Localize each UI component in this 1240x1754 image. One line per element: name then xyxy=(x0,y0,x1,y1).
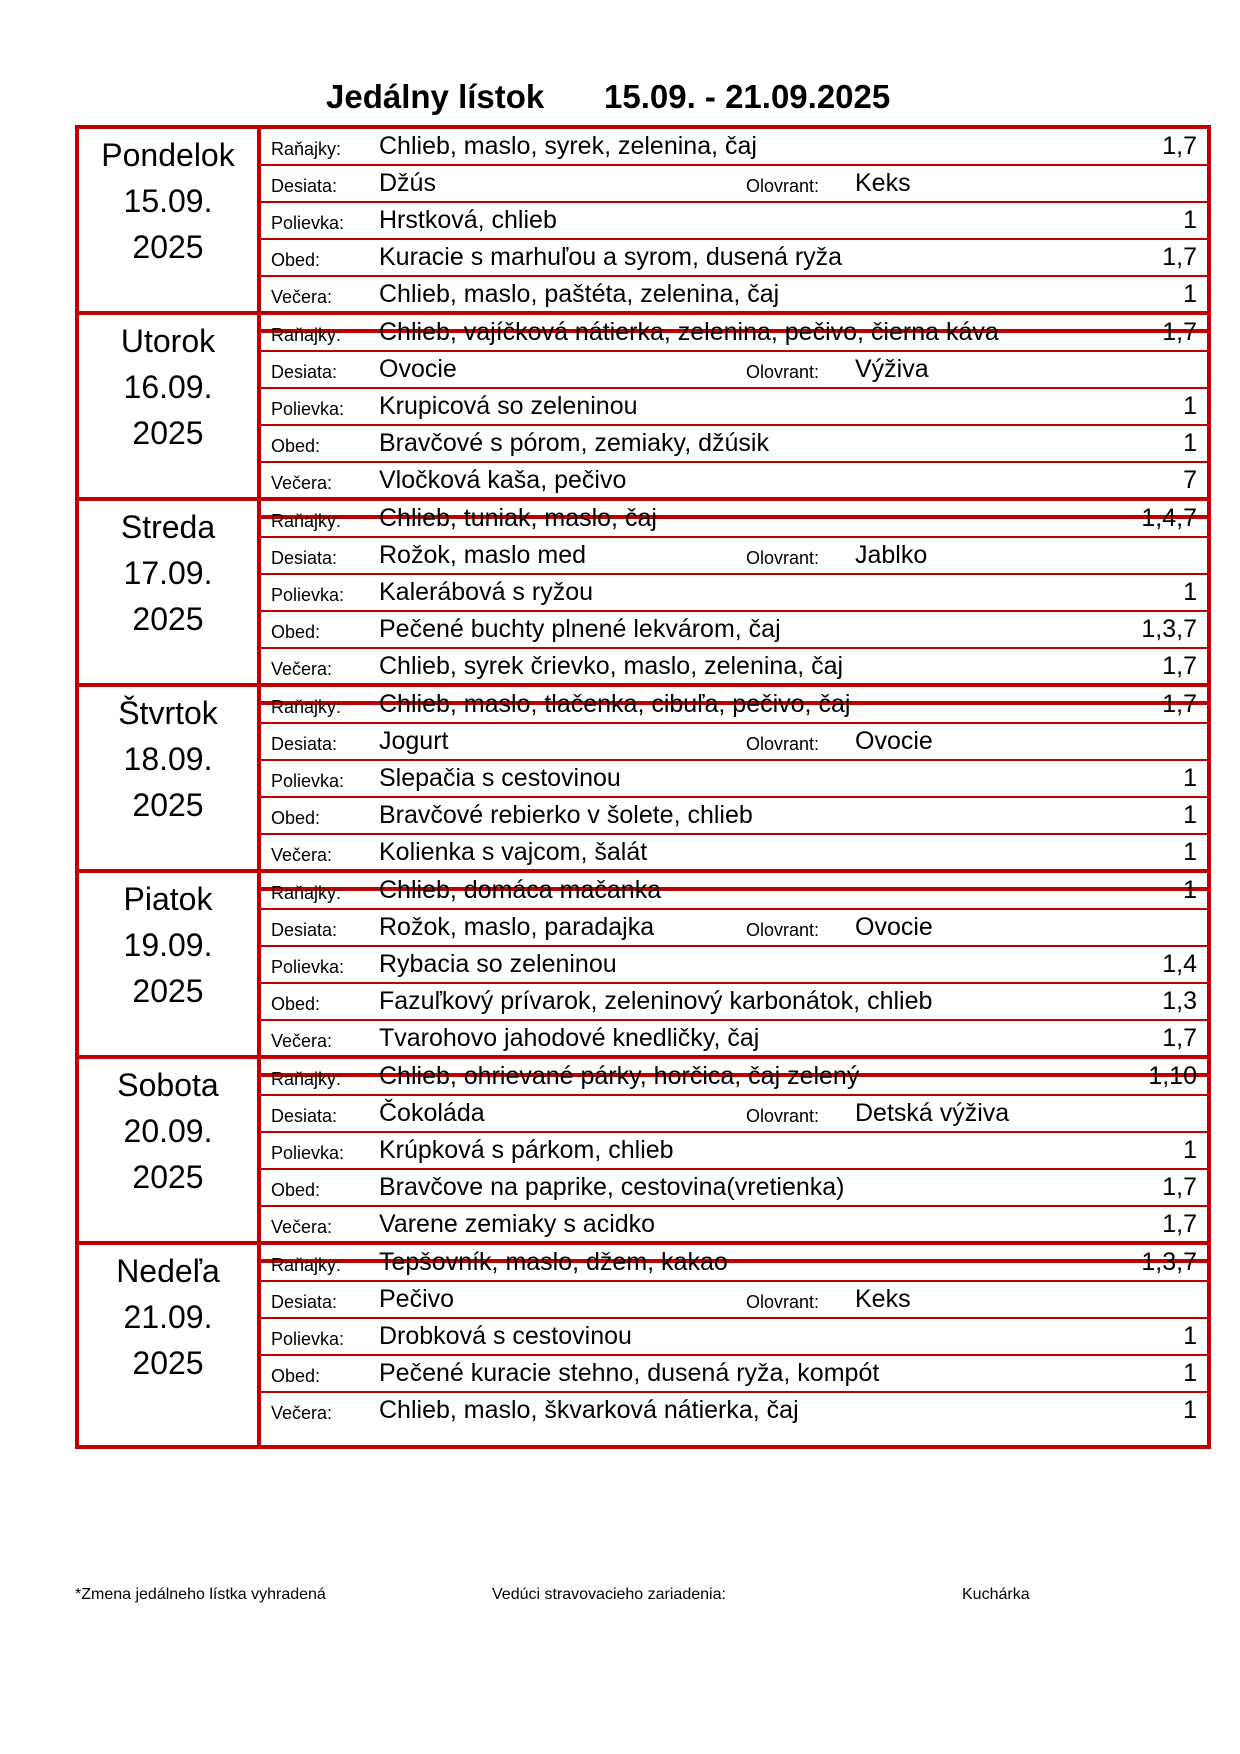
meal-row-snack xyxy=(261,1280,1207,1322)
allergen-codes: 1,3 xyxy=(1162,987,1197,1015)
day-date: 15.09. xyxy=(123,183,213,219)
soup-dish: Krupicová so zeleninou xyxy=(379,392,638,420)
meal-rows xyxy=(261,497,1211,705)
day-cell xyxy=(75,1241,261,1449)
allergen-codes: 1 xyxy=(1183,838,1197,866)
day-name: Piatok xyxy=(123,881,213,917)
day-date: 16.09. xyxy=(123,369,213,405)
meal-row-lunch xyxy=(261,1168,1207,1210)
allergen-codes: 1,7 xyxy=(1162,318,1197,346)
day-name: Pondelok xyxy=(101,137,235,173)
allergen-codes: 1 xyxy=(1183,280,1197,308)
day-year: 2025 xyxy=(132,601,204,637)
day-year: 2025 xyxy=(132,787,204,823)
allergen-codes: 7 xyxy=(1183,466,1197,494)
meal-row-soup xyxy=(261,1131,1207,1173)
allergen-codes: 1 xyxy=(1183,206,1197,234)
afternoon-snack-dish: Jablko xyxy=(855,541,928,569)
allergen-codes: 1 xyxy=(1183,429,1197,457)
meal-rows xyxy=(261,1055,1211,1263)
soup-dish: Kalerábová s ryžou xyxy=(379,578,594,606)
meal-label: Olovrant: xyxy=(746,362,820,382)
allergen-codes: 1,4 xyxy=(1162,950,1197,978)
menu-title: Jedálny lístok xyxy=(326,78,545,115)
meal-row-snack xyxy=(261,536,1207,578)
afternoon-snack-dish: Keks xyxy=(855,1285,911,1313)
day-cell xyxy=(75,1055,261,1263)
meal-label: Obed: xyxy=(271,1180,321,1200)
dinner-dish: Tvarohovo jahodové knedličky, čaj xyxy=(379,1024,760,1052)
day-date: 19.09. xyxy=(123,927,213,963)
meal-row-lunch xyxy=(261,424,1207,466)
snack-dish: Džús xyxy=(379,169,436,197)
snack-dish: Čokoláda xyxy=(379,1099,485,1127)
meal-label: Olovrant: xyxy=(746,548,820,568)
allergen-codes: 1,7 xyxy=(1162,243,1197,271)
allergen-codes: 1 xyxy=(1183,1359,1197,1387)
allergen-codes: 1 xyxy=(1183,1136,1197,1164)
meal-label: Raňajky: xyxy=(271,325,342,345)
meal-rows xyxy=(261,125,1211,333)
meal-label: Desiata: xyxy=(271,548,338,568)
snack-dish: Rožok, maslo, paradajka xyxy=(379,913,655,941)
soup-dish: Rybacia so zeleninou xyxy=(379,950,617,978)
meal-label: Raňajky: xyxy=(271,697,342,717)
meal-label: Raňajky: xyxy=(271,1069,342,1089)
dinner-dish: Chlieb, maslo, paštéta, zelenina, čaj xyxy=(379,280,780,308)
allergen-codes: 1,7 xyxy=(1162,652,1197,680)
meal-label: Večera: xyxy=(271,473,333,493)
page-title xyxy=(0,78,1240,122)
allergen-codes: 1,3,7 xyxy=(1141,615,1197,643)
day-block xyxy=(75,125,1211,333)
allergen-codes: 1,7 xyxy=(1162,132,1197,160)
meal-row-lunch xyxy=(261,1354,1207,1396)
snack-dish: Rožok, maslo med xyxy=(379,541,587,569)
day-year: 2025 xyxy=(132,973,204,1009)
meal-rows xyxy=(261,869,1211,1077)
footer-head-signature: Vedúci stravovacieho zariadenia: xyxy=(492,1586,726,1603)
meal-label: Polievka: xyxy=(271,1329,345,1349)
soup-dish: Hrstková, chlieb xyxy=(379,206,557,234)
meal-row-breakfast xyxy=(261,1245,1207,1285)
allergen-codes: 1,7 xyxy=(1162,1210,1197,1238)
meal-label: Raňajky: xyxy=(271,511,342,531)
meal-row-snack xyxy=(261,722,1207,764)
lunch-dish: Bravčove na paprike, cestovina(vretienka) xyxy=(379,1173,845,1201)
afternoon-snack-dish: Ovocie xyxy=(855,913,933,941)
dinner-dish: Kolienka s vajcom, šalát xyxy=(379,838,648,866)
dinner-dish: Vločková kaša, pečivo xyxy=(379,466,627,494)
snack-dish: Ovocie xyxy=(379,355,457,383)
day-date: 21.09. xyxy=(123,1299,213,1335)
meal-row-soup xyxy=(261,387,1207,429)
day-cell xyxy=(75,497,261,705)
day-block xyxy=(75,869,1211,1077)
allergen-codes: 1 xyxy=(1183,578,1197,606)
afternoon-snack-dish: Výživa xyxy=(855,355,929,383)
allergen-codes: 1,7 xyxy=(1162,690,1197,718)
allergen-codes: 1 xyxy=(1183,876,1197,904)
meal-label: Raňajky: xyxy=(271,139,342,159)
breakfast-dish: Chlieb, maslo, syrek, zelenina, čaj xyxy=(379,132,757,160)
day-cell xyxy=(75,683,261,891)
meal-label: Obed: xyxy=(271,436,321,456)
footer-cook-signature: Kuchárka xyxy=(962,1586,1030,1603)
meal-row-lunch xyxy=(261,238,1207,280)
meal-row-breakfast xyxy=(261,687,1207,727)
lunch-dish: Fazuľkový prívarok, zeleninový karbonátok, chlieb xyxy=(379,987,933,1015)
day-year: 2025 xyxy=(132,415,204,451)
lunch-dish: Bravčové s pórom, zemiaky, džúsik xyxy=(379,429,769,457)
meal-label: Desiata: xyxy=(271,920,338,940)
meal-row-soup xyxy=(261,759,1207,801)
meal-row-soup xyxy=(261,945,1207,987)
meal-label: Obed: xyxy=(271,250,321,270)
soup-dish: Drobková s cestovinou xyxy=(379,1322,632,1350)
dinner-dish: Chlieb, maslo, škvarková nátierka, čaj xyxy=(379,1396,799,1424)
meal-label: Raňajky: xyxy=(271,1255,342,1275)
allergen-codes: 1,10 xyxy=(1148,1062,1197,1090)
breakfast-dish: Chlieb, maslo, tlačenka, cibuľa, pečivo, čaj xyxy=(379,690,851,718)
breakfast-dish: Chlieb, tuniak, maslo, čaj xyxy=(379,504,657,532)
allergen-codes: 1 xyxy=(1183,1396,1197,1424)
snack-dish: Pečivo xyxy=(379,1285,455,1313)
day-name: Sobota xyxy=(117,1067,219,1103)
meal-row-dinner xyxy=(261,1391,1207,1433)
lunch-dish: Bravčové rebierko v šolete, chlieb xyxy=(379,801,753,829)
meal-row-breakfast xyxy=(261,315,1207,355)
meal-row-lunch xyxy=(261,796,1207,838)
meal-row-snack xyxy=(261,908,1207,950)
breakfast-dish: Chlieb, domáca mačanka xyxy=(379,876,662,904)
allergen-codes: 1 xyxy=(1183,764,1197,792)
afternoon-snack-dish: Ovocie xyxy=(855,727,933,755)
allergen-codes: 1 xyxy=(1183,801,1197,829)
meal-label: Desiata: xyxy=(271,362,338,382)
meal-label: Večera: xyxy=(271,845,333,865)
breakfast-dish: Chlieb, vajíčková nátierka, zelenina, pečivo, čierna káva xyxy=(379,318,999,346)
meal-label: Polievka: xyxy=(271,771,345,791)
day-block xyxy=(75,497,1211,705)
day-year: 2025 xyxy=(132,1345,204,1381)
meal-label: Olovrant: xyxy=(746,1292,820,1312)
meal-row-breakfast xyxy=(261,1059,1207,1099)
meal-label: Desiata: xyxy=(271,176,338,196)
meal-label: Obed: xyxy=(271,808,321,828)
meal-row-breakfast xyxy=(261,873,1207,913)
afternoon-snack-dish: Keks xyxy=(855,169,911,197)
meal-row-snack xyxy=(261,350,1207,392)
meal-label: Polievka: xyxy=(271,1143,345,1163)
allergen-codes: 1,7 xyxy=(1162,1173,1197,1201)
day-year: 2025 xyxy=(132,1159,204,1195)
meal-label: Olovrant: xyxy=(746,1106,820,1126)
meal-rows xyxy=(261,1241,1211,1449)
meal-rows xyxy=(261,311,1211,519)
meal-row-soup xyxy=(261,573,1207,615)
meal-label: Desiata: xyxy=(271,1106,338,1126)
meal-label: Olovrant: xyxy=(746,176,820,196)
meal-label: Večera: xyxy=(271,1031,333,1051)
footer-note: *Zmena jedálneho lístka vyhradená xyxy=(75,1586,326,1603)
day-cell xyxy=(75,869,261,1077)
meal-row-breakfast xyxy=(261,501,1207,541)
allergen-codes: 1 xyxy=(1183,392,1197,420)
meal-label: Polievka: xyxy=(271,957,345,977)
meal-label: Večera: xyxy=(271,1403,333,1423)
meal-row-soup xyxy=(261,1317,1207,1359)
meal-label: Obed: xyxy=(271,1366,321,1386)
lunch-dish: Kuracie s marhuľou a syrom, dusená ryža xyxy=(379,243,843,271)
dinner-dish: Varene zemiaky s acidko xyxy=(379,1210,656,1238)
meal-row-snack xyxy=(261,1094,1207,1136)
lunch-dish: Pečené buchty plnené lekvárom, čaj xyxy=(379,615,781,643)
day-block xyxy=(75,1055,1211,1263)
day-date: 18.09. xyxy=(123,741,213,777)
meal-row-snack xyxy=(261,164,1207,206)
breakfast-dish: Chlieb, ohrievané párky, horčica, čaj zelený xyxy=(379,1062,860,1090)
meal-label: Polievka: xyxy=(271,213,345,233)
menu-date-range: 15.09. - 21.09.2025 xyxy=(604,78,891,115)
day-block xyxy=(75,1241,1211,1449)
meal-label: Večera: xyxy=(271,287,333,307)
meal-label: Desiata: xyxy=(271,1292,338,1312)
day-date: 17.09. xyxy=(123,555,213,591)
day-name: Nedeľa xyxy=(116,1253,220,1289)
meal-label: Polievka: xyxy=(271,399,345,419)
day-cell xyxy=(75,125,261,333)
meal-label: Olovrant: xyxy=(746,734,820,754)
meal-label: Raňajky: xyxy=(271,883,342,903)
meal-row-breakfast xyxy=(261,129,1207,169)
afternoon-snack-dish: Detská výživa xyxy=(855,1099,1010,1127)
day-block xyxy=(75,311,1211,519)
breakfast-dish: Tepšovník, maslo, džem, kakao xyxy=(379,1248,728,1276)
allergen-codes: 1,4,7 xyxy=(1141,504,1197,532)
allergen-codes: 1 xyxy=(1183,1322,1197,1350)
day-date: 20.09. xyxy=(123,1113,213,1149)
meal-row-lunch xyxy=(261,610,1207,652)
meal-row-lunch xyxy=(261,982,1207,1024)
lunch-dish: Pečené kuracie stehno, dusená ryža, kompót xyxy=(379,1359,880,1387)
meal-label: Večera: xyxy=(271,659,333,679)
soup-dish: Krúpková s párkom, chlieb xyxy=(379,1136,674,1164)
day-block xyxy=(75,683,1211,891)
day-name: Utorok xyxy=(120,323,216,359)
meal-row-soup xyxy=(261,201,1207,243)
allergen-codes: 1,3,7 xyxy=(1141,1248,1197,1276)
meal-label: Polievka: xyxy=(271,585,345,605)
day-year: 2025 xyxy=(132,229,204,265)
allergen-codes: 1,7 xyxy=(1162,1024,1197,1052)
day-name: Štvrtok xyxy=(118,695,218,731)
snack-dish: Jogurt xyxy=(379,727,449,755)
soup-dish: Slepačia s cestovinou xyxy=(379,764,621,792)
meal-label: Obed: xyxy=(271,994,321,1014)
meal-label: Desiata: xyxy=(271,734,338,754)
day-name: Streda xyxy=(120,509,216,545)
meal-label: Obed: xyxy=(271,622,321,642)
meal-label: Olovrant: xyxy=(746,920,820,940)
dinner-dish: Chlieb, syrek črievko, maslo, zelenina, čaj xyxy=(379,652,844,680)
day-cell xyxy=(75,311,261,519)
meal-label: Večera: xyxy=(271,1217,333,1237)
meal-rows xyxy=(261,683,1211,891)
